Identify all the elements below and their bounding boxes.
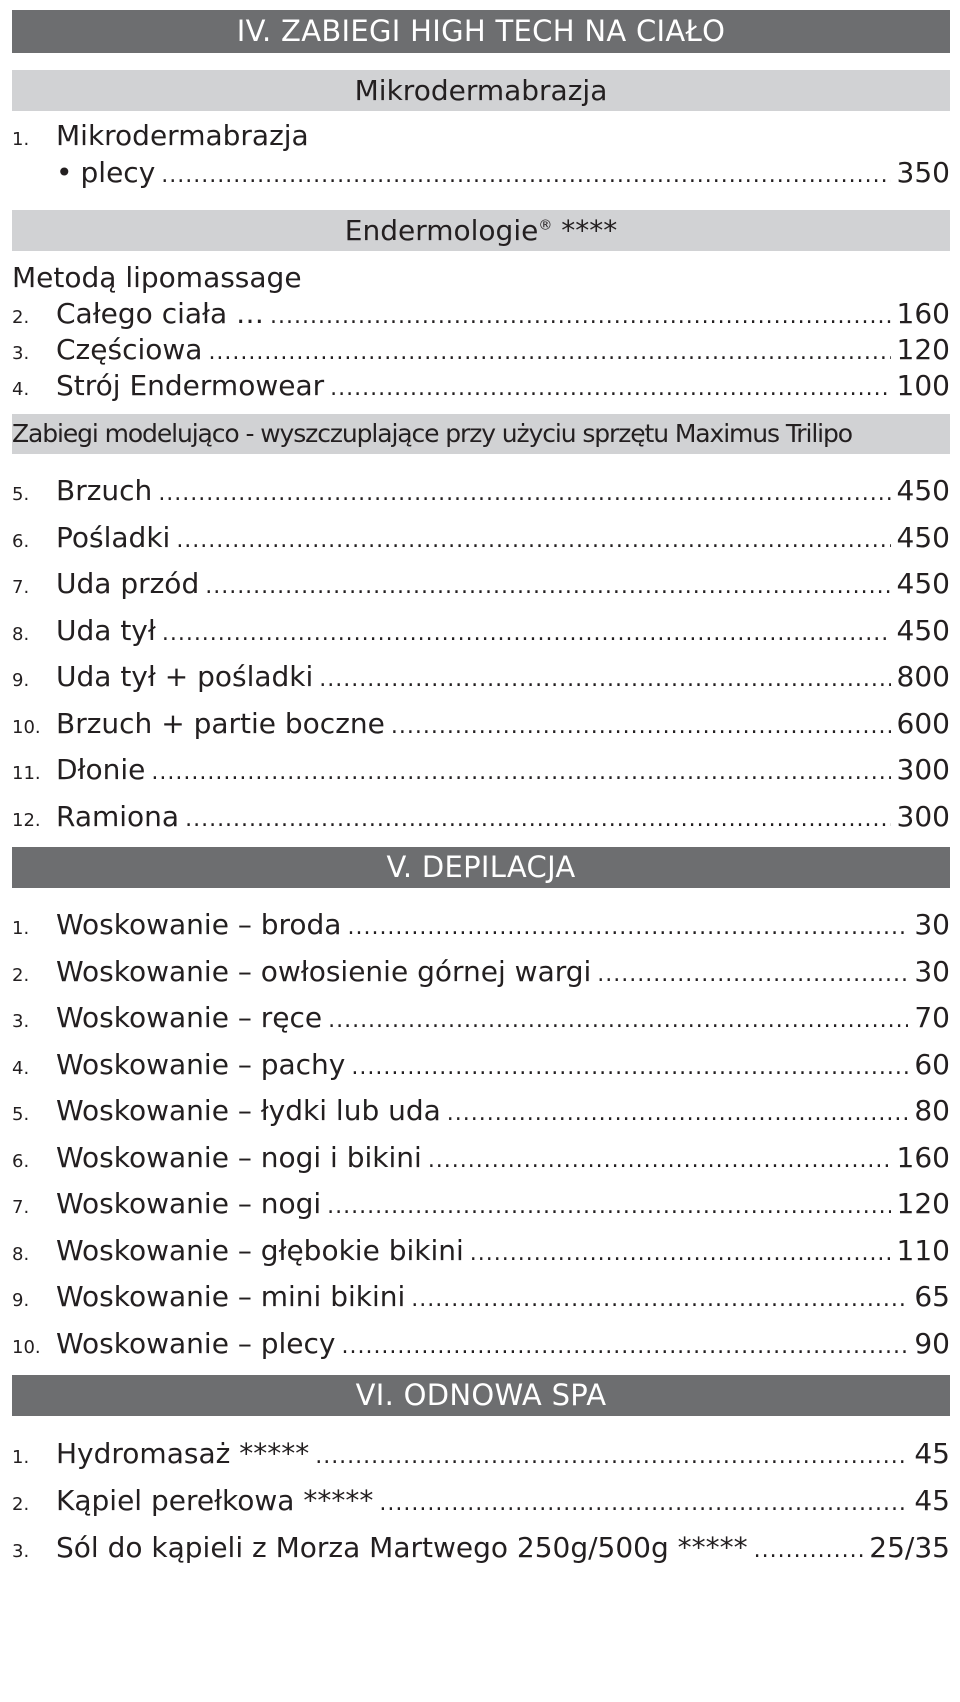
item-number: 5. [12,1104,30,1125]
item-price: 120 [896,1187,950,1220]
item-number: 5. [12,484,30,505]
dot-leader [447,1091,909,1135]
section-title-depilacja: V. DEPILACJA [12,847,950,888]
dot-leader [391,704,891,748]
item-price: 65 [914,1280,950,1313]
price-item [12,794,950,841]
item-number: 7. [12,1197,30,1218]
item-number: 2. [12,1494,30,1515]
item-price: 45 [914,1484,950,1517]
dot-leader [319,657,890,701]
dot-leader [315,1433,908,1477]
dot-leader [208,335,890,368]
price-item [12,949,950,996]
item-label: Pośladki [56,520,171,554]
item-price: 45 [914,1437,950,1470]
dot-leader [428,1138,891,1182]
item-number: 1. [12,129,30,150]
subsection-header-endermologie [12,210,950,251]
item-price: 160 [896,297,950,330]
endermologie-title: Endermologie [344,214,539,247]
endermologie-list [12,296,950,404]
dot-leader [754,1527,864,1571]
dot-leader [185,797,890,841]
price-item [12,1088,950,1135]
item-label: Uda tył [56,613,156,647]
item-label: Uda przód [56,567,200,600]
price-item [12,296,950,332]
item-price: 300 [896,753,950,786]
item-label: Woskowanie – ręce [56,1001,323,1034]
price-list-page [12,10,950,1571]
item-number: 7. [12,577,30,598]
item-label: Mikrodermabrazja [56,119,309,152]
price-item [12,1477,950,1524]
item-price: 800 [896,660,950,693]
item-label: Woskowanie – nogi i bikini [56,1140,422,1174]
item-number: 9. [12,1290,30,1311]
dot-leader [411,1277,908,1321]
price-item [12,332,950,368]
item-label: Woskowanie – pachy [56,1047,346,1081]
item-label: Brzuch + partie boczne [56,706,385,740]
item-price: 450 [896,520,950,554]
item-label: Kąpiel perełkowa ***** [56,1484,374,1517]
item-price: 450 [896,567,950,600]
item-number: 4. [12,379,30,400]
price-item [12,1430,950,1477]
item-label: Brzuch [56,474,153,507]
item-price: 80 [914,1094,950,1127]
odnowa-spa-list [12,1430,950,1571]
trilipo-list [12,468,950,840]
price-item [12,515,950,562]
dot-leader [270,299,891,332]
price-item [12,1274,950,1321]
price-item [12,1524,950,1571]
dot-leader [158,471,890,515]
item-price: 90 [914,1326,950,1360]
item-label: Strój Endermowear [56,369,325,402]
item-price: 30 [914,954,950,988]
price-item [12,747,950,794]
item-label: Woskowanie – owłosienie górnej wargi [56,954,592,988]
section-title-odnowa-spa: VI. ODNOWA SPA [12,1375,950,1416]
item-number: 3. [12,343,30,364]
price-item [12,1135,950,1182]
item-price: 30 [914,908,950,941]
dot-leader [597,952,908,996]
subsection-header-mikrodermabrazja: Mikrodermabrazja [12,70,950,111]
dot-leader [327,1184,890,1228]
item-label: Woskowanie – nogi [56,1187,322,1220]
item-number: 6. [12,1150,30,1172]
item-number: 3. [12,1011,30,1032]
item-number: 10. [12,1336,41,1358]
dot-leader [205,564,890,608]
price-item [12,1042,950,1089]
item-label: Hydromasaż ***** [56,1437,310,1470]
item-price: 160 [896,1140,950,1174]
item-number: 8. [12,1243,30,1265]
depilacja-list [12,902,950,1367]
dot-leader [151,750,890,794]
dot-leader [347,905,908,949]
item-label: Woskowanie – mini bikini [56,1280,406,1313]
price-item [12,654,950,701]
item-label: Częściowa [56,333,203,366]
item-price: 110 [896,1233,950,1267]
item-price: 120 [896,333,950,366]
dot-leader [328,998,908,1042]
item-number: 1. [12,918,30,939]
endermologie-stars: **** [561,214,618,247]
price-item-plecy [12,156,950,193]
price-item [12,1321,950,1368]
item-number: 10. [12,716,41,738]
dot-leader [341,1324,908,1368]
endermologie-intro: Metodą lipomassage [12,261,302,294]
item-number: 6. [12,530,30,552]
item-number: 9. [12,670,30,691]
item-label: Ramiona [56,799,180,833]
item-label: Sól do kąpieli z Morza Martwego 250g/500g ***** [56,1531,748,1564]
price-item [12,1181,950,1228]
item-price: 25/35 [869,1531,950,1564]
price-item [12,701,950,748]
registered-mark: ® [538,217,553,234]
price-item [12,1228,950,1275]
price-item [12,468,950,515]
item-number: 8. [12,623,30,645]
subsection-header-trilipo: Zabiegi modelująco - wyszczuplające przy użyciu sprzętu Maximus Trilipo [12,414,950,454]
item-label: Woskowanie – łydki lub uda [56,1094,441,1127]
item-price: 100 [896,369,950,402]
item-price: 600 [896,706,950,740]
item-number: 3. [12,1541,30,1562]
price-item [12,561,950,608]
price-item [12,608,950,655]
price-item [12,368,950,404]
price-item [12,995,950,1042]
section-title-high-tech: IV. ZABIEGI HIGH TECH NA CIAŁO [12,10,950,53]
item-number: 1. [12,1447,30,1468]
item-label: Uda tył + pośladki [56,660,314,693]
item-label: Woskowanie – broda [56,908,342,941]
item-price: 350 [896,156,950,189]
price-item-mikrodermabrazja [12,119,950,156]
item-label: Dłonie [56,753,146,786]
dot-leader [330,371,890,404]
item-bullet: • [56,156,73,189]
item-price: 450 [896,613,950,647]
dot-leader [379,1480,908,1524]
item-price: 60 [914,1047,950,1081]
dot-leader [176,518,890,562]
item-number: 2. [12,964,30,986]
dot-leader [162,611,891,655]
item-label: Woskowanie – plecy [56,1326,336,1360]
dot-leader [351,1045,908,1089]
item-number: 4. [12,1057,30,1079]
item-label: Całego ciała … [56,297,265,330]
dot-leader [161,163,890,188]
item-price: 300 [896,799,950,833]
dot-leader [470,1231,891,1275]
item-number: 12. [12,809,41,831]
item-number: 2. [12,307,30,328]
item-price: 450 [896,474,950,507]
item-price: 70 [914,1001,950,1034]
item-label: plecy [80,156,156,189]
price-item [12,902,950,949]
item-label: Woskowanie – głębokie bikini [56,1233,464,1267]
item-number: 11. [12,763,41,784]
